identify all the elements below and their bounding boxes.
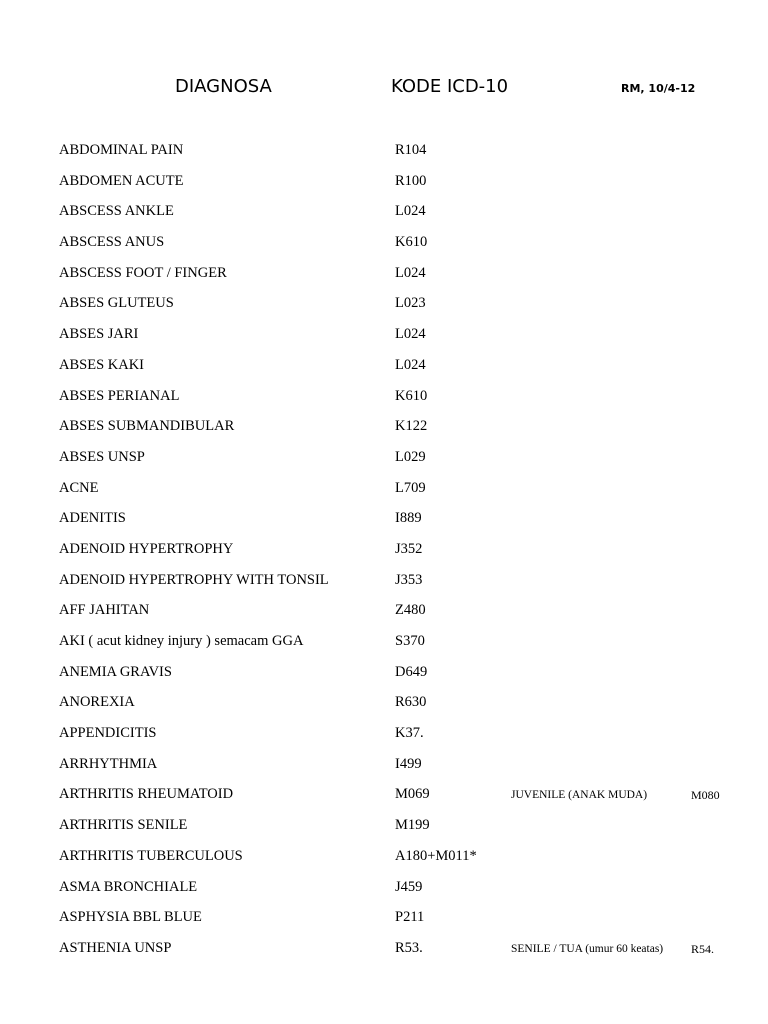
table-row	[0, 386, 768, 417]
subtype-code-cell: M080	[691, 788, 720, 803]
icd10-code-cell: L024	[395, 356, 426, 373]
table-row	[0, 539, 768, 570]
table-row	[0, 570, 768, 601]
icd10-code-cell: R53.	[395, 939, 423, 956]
diagnosis-cell: ACNE	[59, 479, 99, 496]
diagnosis-cell: ABDOMINAL PAIN	[59, 142, 184, 158]
diagnosa-column-heading: DIAGNOSA	[175, 76, 272, 97]
icd10-code-cell: P211	[395, 909, 425, 926]
diagnosis-cell: ADENOID HYPERTROPHY	[59, 540, 234, 557]
diagnosis-cell: APPENDICITIS	[59, 725, 157, 742]
icd10-code-cell: A180+M011*	[395, 847, 477, 864]
diagnosis-cell: AKI ( acut kidney injury ) semacam GGA	[59, 633, 304, 649]
icd10-code-cell: L023	[395, 295, 426, 312]
icd10-code-cell: R100	[395, 172, 427, 189]
icd10-code-cell: I889	[395, 510, 422, 527]
diagnosis-cell: ABSES PERIANAL	[59, 387, 180, 404]
table-row	[0, 662, 768, 693]
rm-date-note: RM, 10/4-12	[621, 82, 696, 95]
diagnosis-cell: ASMA BRONCHIALE	[59, 878, 198, 895]
icd10-code-cell: L024	[395, 203, 426, 220]
icd10-code-cell: D649	[395, 663, 428, 680]
table-row	[0, 140, 768, 171]
table-row	[0, 263, 768, 294]
table-row	[0, 938, 768, 969]
icd10-code-cell: J459	[395, 878, 423, 895]
icd10-code-cell: J352	[395, 540, 423, 557]
table-row	[0, 201, 768, 232]
table-row	[0, 600, 768, 631]
diagnosis-cell: ABSCESS FOOT / FINGER	[59, 264, 227, 281]
table-row	[0, 846, 768, 877]
diagnosis-cell: ABSCESS ANUS	[59, 234, 165, 251]
subtype-note-cell: JUVENILE (ANAK MUDA)	[511, 789, 648, 802]
diagnosis-cell: ADENITIS	[59, 510, 126, 527]
table-row	[0, 907, 768, 938]
diagnosis-cell: ADENOID HYPERTROPHY WITH TONSIL	[59, 571, 329, 588]
diagnosis-cell: ABSES UNSP	[59, 448, 145, 465]
table-row	[0, 293, 768, 324]
icd10-code-cell: M199	[395, 817, 430, 834]
icd10-code-cell: I499	[395, 755, 422, 772]
table-row	[0, 692, 768, 723]
subtype-code-cell: R54.	[691, 941, 715, 956]
icd10-code-cell: L024	[395, 264, 426, 281]
table-row	[0, 416, 768, 447]
table-row	[0, 447, 768, 478]
subtype-note-cell: SENILE / TUA (umur 60 keatas)	[511, 942, 664, 955]
icd10-code-cell: Z480	[395, 602, 426, 619]
diagnosis-cell: ABSES SUBMANDIBULAR	[59, 418, 235, 435]
diagnosis-cell: ARTHRITIS TUBERCULOUS	[59, 847, 243, 864]
icd10-code-cell: L024	[395, 326, 426, 343]
table-row	[0, 815, 768, 846]
diagnosis-code-list	[0, 140, 768, 969]
table-row	[0, 754, 768, 785]
diagnosis-cell: ARTHRITIS RHEUMATOID	[59, 786, 234, 803]
diagnosis-cell: AFF JAHITAN	[59, 602, 150, 619]
icd10-code-cell: S370	[395, 633, 425, 649]
diagnosis-cell: ABSES KAKI	[59, 356, 144, 373]
table-row	[0, 631, 768, 662]
table-row	[0, 171, 768, 202]
icd10-code-cell: J353	[395, 571, 423, 588]
icd10-code-cell: L709	[395, 479, 426, 496]
diagnosis-cell: ABSCESS ANKLE	[59, 203, 174, 220]
icd10-code-cell: M069	[395, 786, 430, 803]
diagnosis-cell: ANEMIA GRAVIS	[59, 663, 172, 680]
table-row	[0, 877, 768, 908]
icd10-code-cell: L029	[395, 448, 426, 465]
table-row	[0, 508, 768, 539]
diagnosis-cell: ARRHYTHMIA	[59, 755, 158, 772]
table-header	[0, 74, 768, 104]
diagnosis-cell: ARTHRITIS SENILE	[59, 817, 188, 834]
diagnosis-cell: ABDOMEN ACUTE	[59, 172, 184, 189]
diagnosis-cell: ABSES GLUTEUS	[59, 295, 174, 312]
icd10-code-cell: K37.	[395, 725, 424, 742]
kode-icd10-column-heading: KODE ICD-10	[391, 76, 509, 97]
table-row	[0, 723, 768, 754]
table-row	[0, 784, 768, 815]
diagnosis-cell: ASTHENIA UNSP	[59, 939, 172, 956]
diagnosis-cell: ASPHYSIA BBL BLUE	[59, 909, 202, 926]
icd10-code-cell: R630	[395, 694, 427, 711]
table-row	[0, 478, 768, 509]
table-row	[0, 324, 768, 355]
icd10-code-cell: K610	[395, 234, 428, 251]
table-row	[0, 355, 768, 386]
diagnosis-cell: ANOREXIA	[59, 694, 135, 711]
table-row	[0, 232, 768, 263]
icd10-code-cell: K122	[395, 418, 428, 435]
icd10-code-cell: K610	[395, 387, 428, 404]
diagnosis-cell: ABSES JARI	[59, 326, 139, 343]
icd10-code-cell: R104	[395, 142, 427, 158]
